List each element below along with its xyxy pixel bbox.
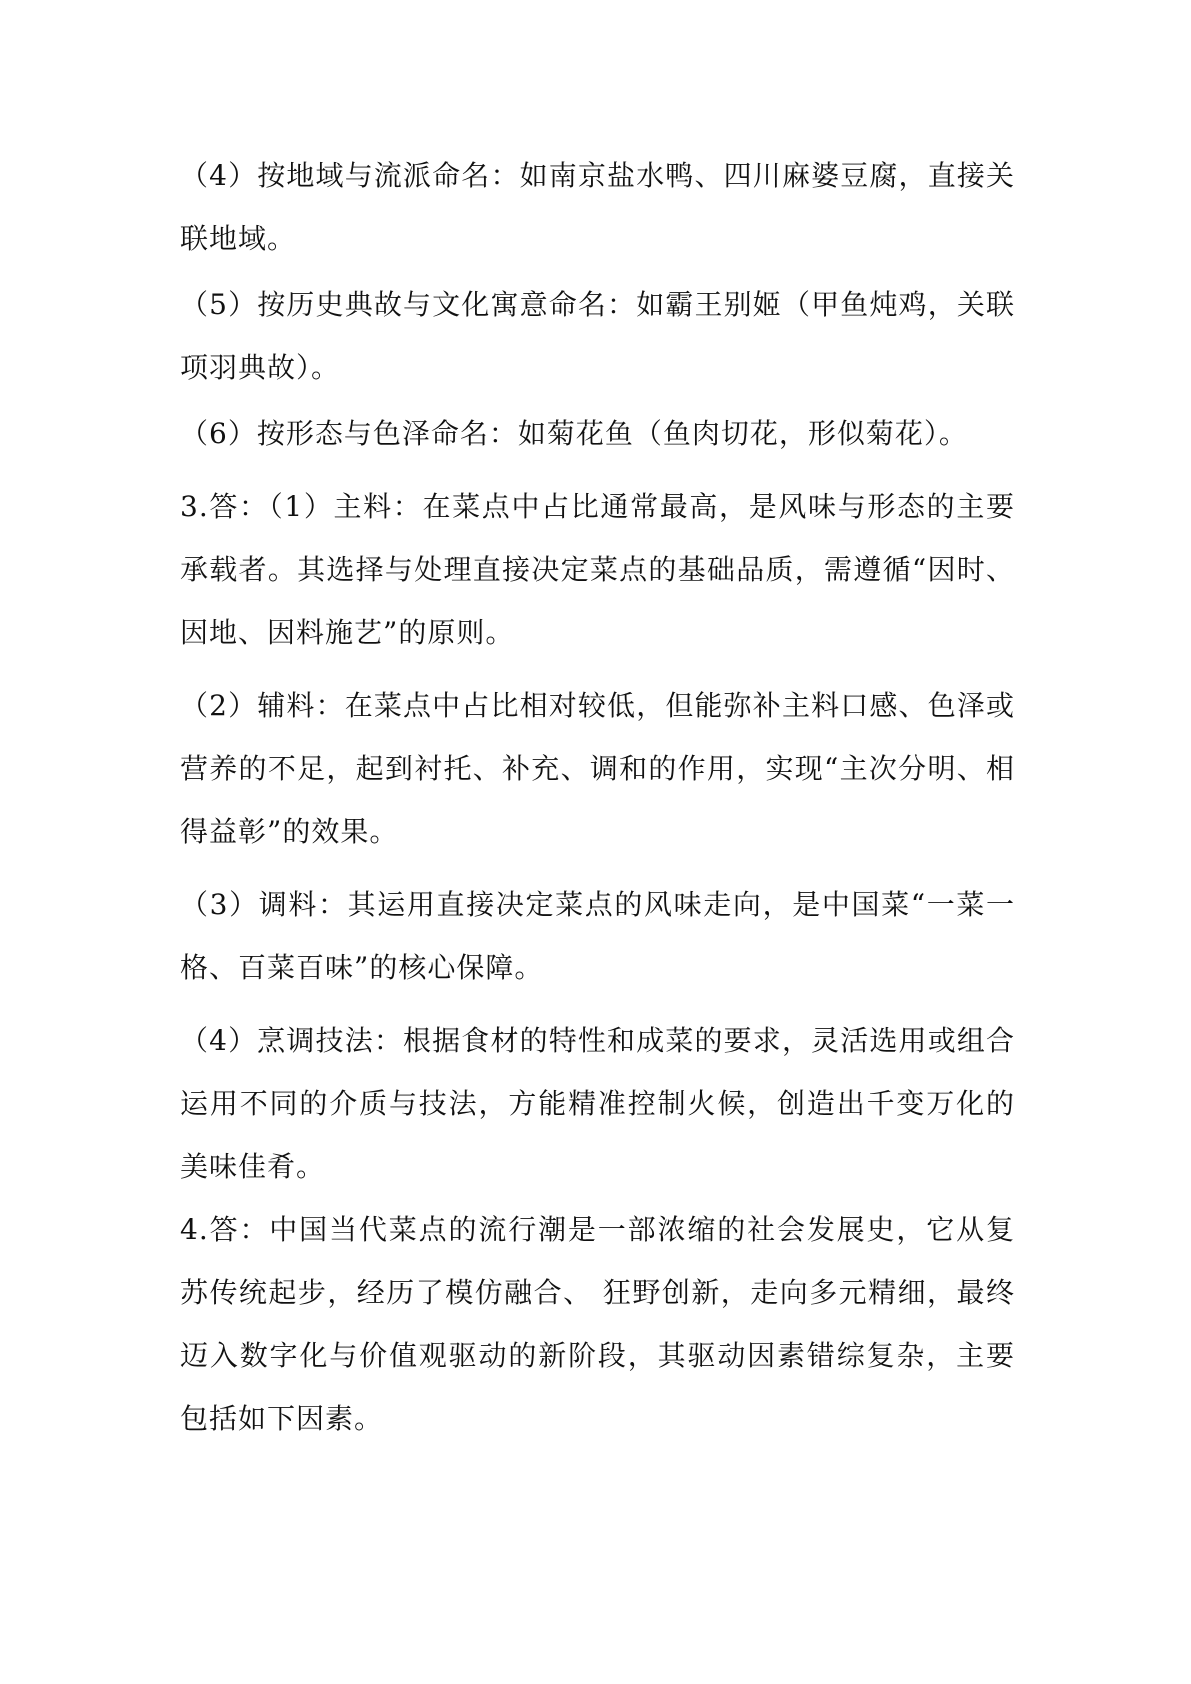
paragraph-seasoning: （3）调料：其运用直接决定菜点的风味走向，是中国菜“一菜一格、百菜百味”的核心保障。 bbox=[180, 888, 1015, 984]
paragraph-answer-3-main-ingredient: 3.答：（1）主料：在菜点中占比通常最高，是风味与形态的主要承载者。其选择与处理直接决定菜点的基础品质，需遵循“因时、因地、因料施艺”的原则。 bbox=[180, 490, 1015, 649]
paragraph-cooking-technique: （4）烹调技法：根据食材的特性和成菜的要求，灵活选用或组合运用不同的介质与技法，方能精准控制火候，创造出千变万化的美味佳肴。 bbox=[180, 1024, 1015, 1183]
paragraph-answer-4: 4.答：中国当代菜点的流行潮是一部浓缩的社会发展史，它从复苏传统起步，经历了模仿融合、 狂野创新，走向多元精细，最终迈入数字化与价值观驱动的新阶段，其驱动因素错综复杂，主要包括如下因素。 bbox=[180, 1213, 1015, 1435]
paragraph-naming-by-history: （5）按历史典故与文化寓意命名：如霸王别姬（甲鱼炖鸡，关联项羽典故）。 bbox=[180, 288, 1015, 384]
document-body bbox=[180, 144, 1015, 1450]
paragraph-naming-by-shape: （6）按形态与色泽命名：如菊花鱼（鱼肉切花，形似菊花）。 bbox=[180, 417, 968, 450]
paragraph-auxiliary-ingredient: （2）辅料：在菜点中占比相对较低，但能弥补主料口感、色泽或营养的不足，起到衬托、补充、调和的作用，实现“主次分明、相得益彰”的效果。 bbox=[180, 689, 1015, 848]
paragraph-naming-by-region: （4）按地域与流派命名：如南京盐水鸭、四川麻婆豆腐，直接关联地域。 bbox=[180, 159, 1015, 255]
